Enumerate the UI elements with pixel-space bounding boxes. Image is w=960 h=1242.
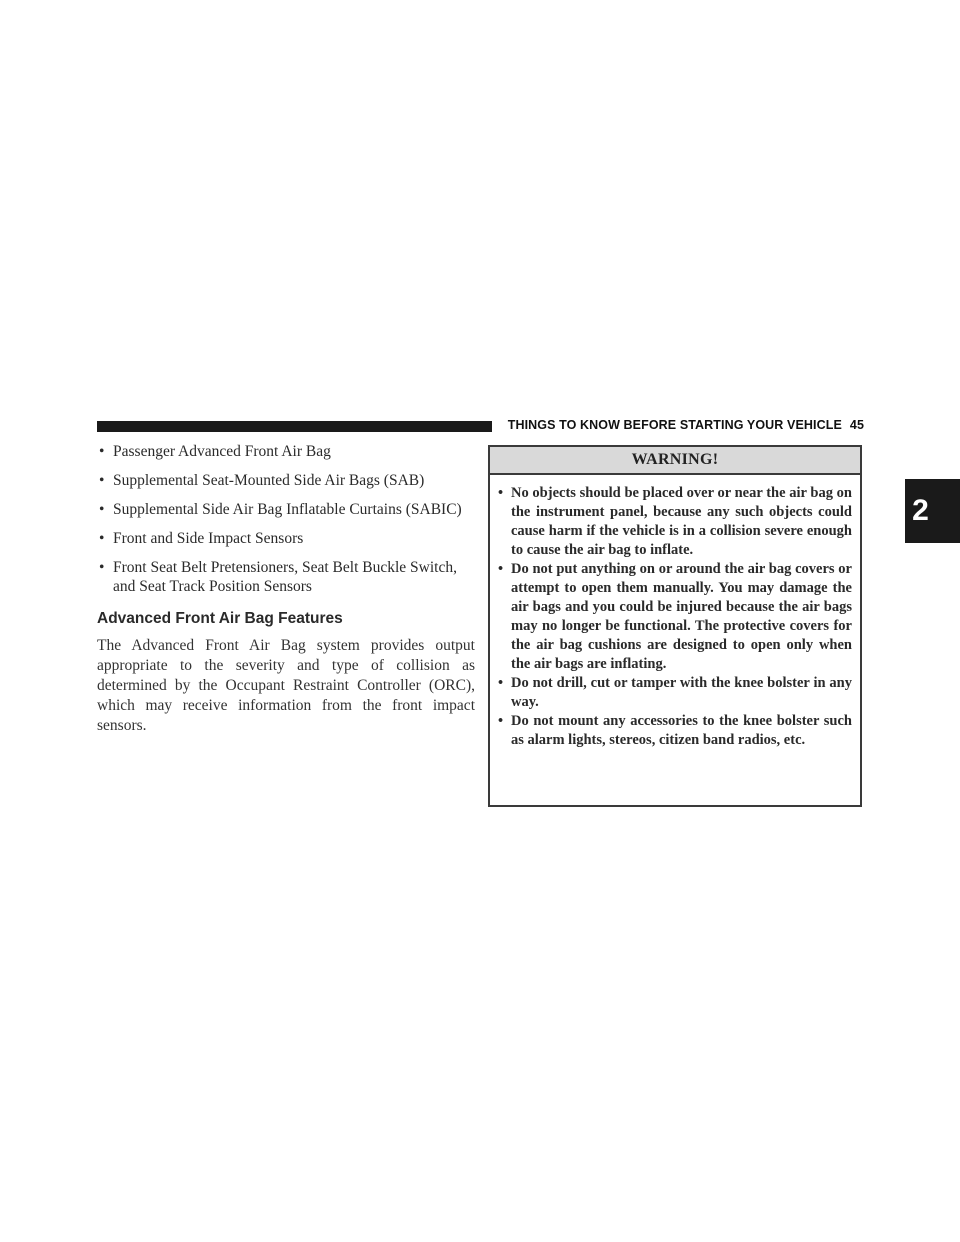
warning-item: • No objects should be placed over or near the air bag on the instrument panel, because any such objects could cause harm if the vehicle is in a collision severe enough to cause the air bag to inflate. xyxy=(498,485,852,558)
list-item: • Passenger Advanced Front Air Bag xyxy=(99,443,331,460)
section-title: THINGS TO KNOW BEFORE STARTING YOUR VEHICLE xyxy=(507,418,842,432)
bullet-icon: • xyxy=(99,501,105,518)
warning-box xyxy=(488,445,862,807)
header-rule xyxy=(97,421,492,432)
bullet-icon: • xyxy=(99,530,105,547)
bullet-icon: • xyxy=(498,675,504,691)
page-number: 45 xyxy=(849,418,864,432)
list-item: • Supplemental Side Air Bag Inflatable Curtains (SABIC) xyxy=(99,501,462,518)
warning-title: WARNING! xyxy=(490,447,860,475)
chapter-tab xyxy=(905,479,960,543)
list-item: • Front and Side Impact Sensors xyxy=(99,530,304,547)
bullet-icon: • xyxy=(498,713,504,729)
list-item: • Supplemental Seat-Mounted Side Air Bags (SAB) xyxy=(99,472,425,489)
section-heading: Advanced Front Air Bag Features xyxy=(97,610,343,627)
feature-list xyxy=(97,442,475,596)
bullet-icon: • xyxy=(498,485,504,501)
chapter-number: 2 xyxy=(912,494,929,527)
bullet-icon: • xyxy=(99,443,105,460)
bullet-icon: • xyxy=(99,472,105,489)
warning-list xyxy=(490,475,860,750)
body-paragraph: The Advanced Front Air Bag system provides output appropriate to the severity and type of collision as determined by the Occupant Restraint Controller (ORC), which may receive information from the front impact sensors. xyxy=(97,637,475,734)
warning-item: • Do not mount any accessories to the knee bolster such as alarm lights, stereos, citizen band radios, etc. xyxy=(498,713,852,748)
left-column xyxy=(97,442,475,736)
bullet-icon: • xyxy=(99,559,105,576)
list-item: • Front Seat Belt Pretensioners, Seat Belt Buckle Switch, and Seat Track Position Sensors xyxy=(99,559,457,595)
bullet-icon: • xyxy=(498,561,504,577)
warning-item: • Do not put anything on or around the air bag covers or attempt to open them manually. You may damage the air bags and you could be injured because the air bags may no longer be functional. The protective covers for the air bag cushions are designed to open only when the air bags are inflating. xyxy=(498,561,852,672)
warning-item: • Do not drill, cut or tamper with the knee bolster in any way. xyxy=(498,675,852,710)
running-header xyxy=(502,418,864,432)
